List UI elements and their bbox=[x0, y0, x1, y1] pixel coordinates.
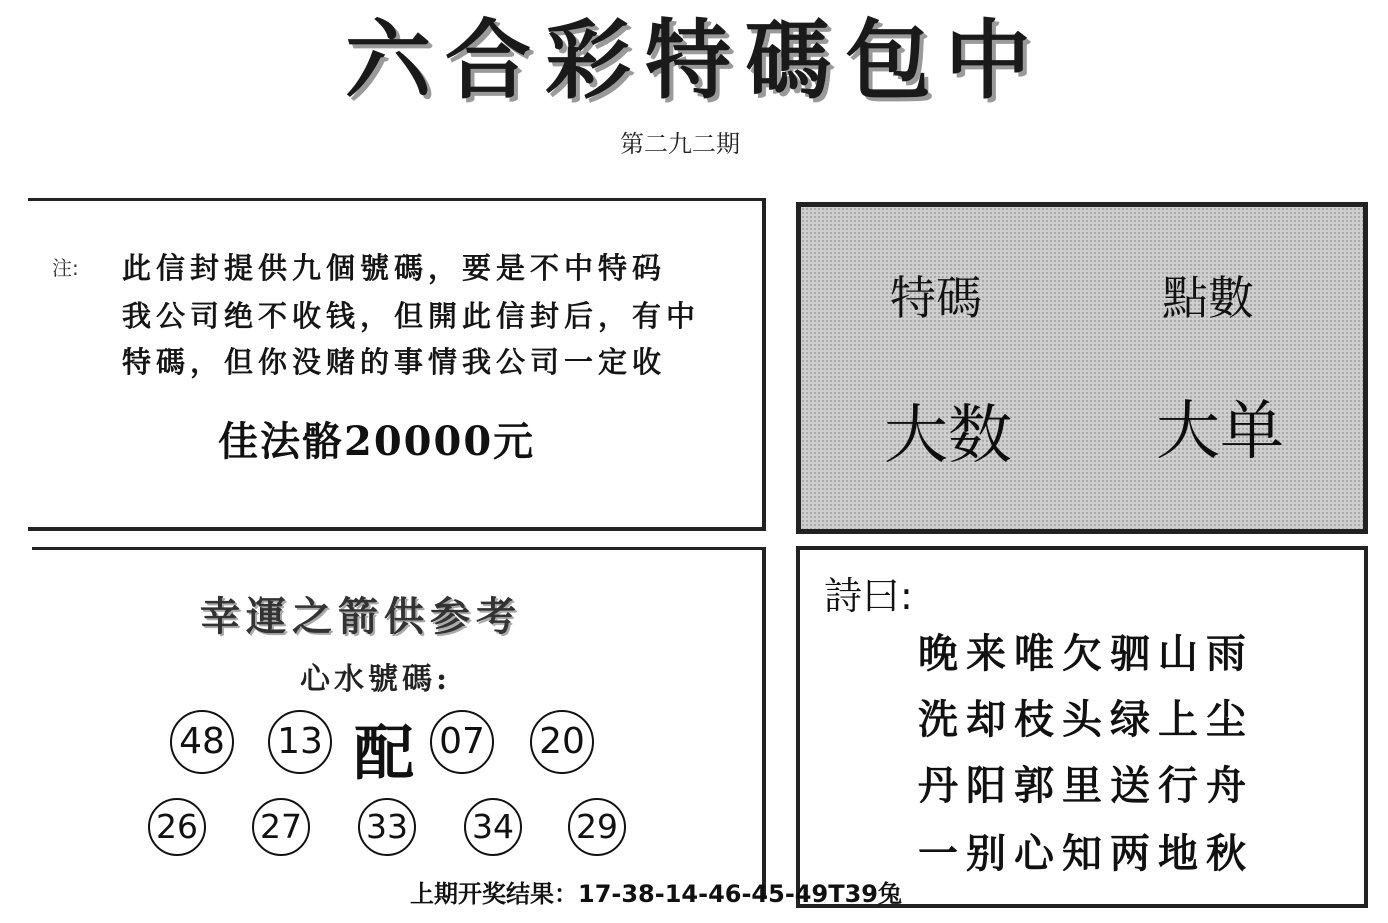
poem-line: 丹阳郭里送行舟 bbox=[918, 762, 1254, 809]
number-ball: 13 bbox=[268, 710, 332, 774]
number-ball: 33 bbox=[358, 798, 416, 856]
pair-word: 配 bbox=[354, 719, 414, 789]
heart-numbers-label: 心水號碼: bbox=[300, 662, 452, 697]
number-ball: 48 bbox=[170, 710, 234, 774]
notice-line: 特碼，但你没赌的事情我公司一定收 bbox=[122, 345, 667, 379]
number-ball: 27 bbox=[252, 798, 310, 856]
poem-line: 洗却枝头绿上尘 bbox=[918, 696, 1254, 743]
issue-number: 第二九二期 bbox=[620, 130, 740, 158]
lucky-title: 幸運之箭供参考 bbox=[200, 593, 522, 640]
notice-line: 我公司绝不收钱，但開此信封后，有中 bbox=[122, 299, 701, 333]
tema-size-value: 大数 bbox=[884, 399, 1012, 473]
number-ball: 29 bbox=[568, 798, 626, 856]
last-draw-result: 上期开奖结果：17-38-14-46-45-49T39兔 bbox=[410, 880, 902, 908]
poem-line: 一别心知两地秋 bbox=[918, 830, 1254, 877]
poem-line: 晚来唯欠驷山雨 bbox=[918, 630, 1254, 677]
tema-box bbox=[796, 202, 1368, 534]
poem-title: 詩曰: bbox=[824, 574, 913, 618]
page-title: 六合彩特碼包中 bbox=[345, 10, 1045, 111]
number-ball: 26 bbox=[148, 798, 206, 856]
number-ball: 34 bbox=[464, 798, 522, 856]
tema-label: 特碼 bbox=[890, 271, 982, 325]
notice-line: 此信封提供九個號碼，要是不中特码 bbox=[122, 251, 667, 285]
points-label: 點數 bbox=[1162, 271, 1254, 325]
reward-amount: 佳法骼20000元 bbox=[218, 418, 536, 465]
notice-label: 注: bbox=[52, 256, 79, 280]
number-ball: 20 bbox=[530, 710, 594, 774]
tema-parity-value: 大单 bbox=[1156, 395, 1284, 469]
number-ball: 07 bbox=[430, 710, 494, 774]
